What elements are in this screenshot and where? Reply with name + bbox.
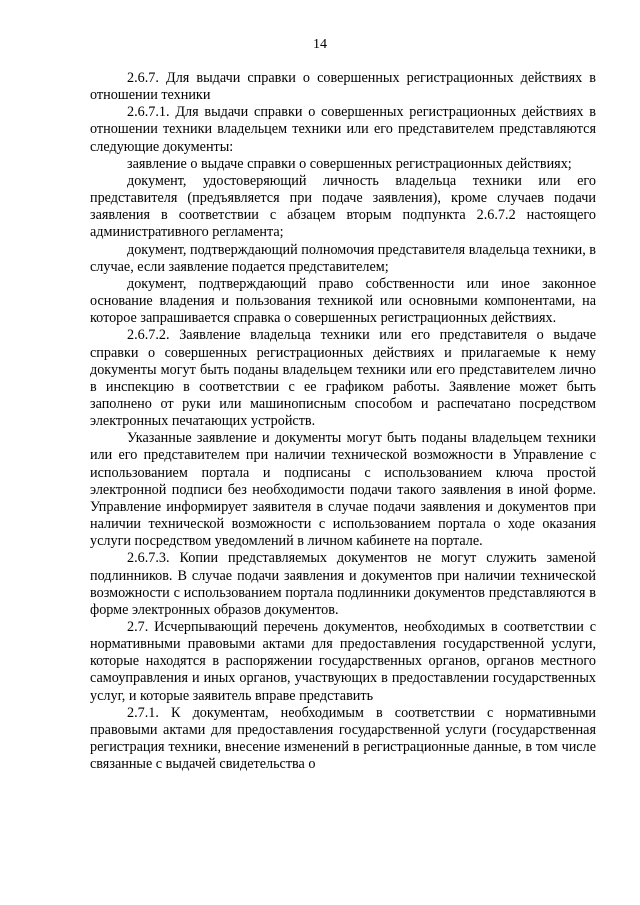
document-body: [90, 70, 596, 773]
paragraph-2-6-7-3: 2.6.7.3. Копии представляемых документов не могут служить заменой подлинников. В случае подачи заявления и документов при наличии технической возможности с использованием портала подлинники документов представляются в форме электронных образов документов.: [90, 550, 596, 618]
paragraph-2-7: 2.7. Исчерпывающий перечень документов, необходимых в соответствии с нормативными правовыми актами для предоставления государственной услуги, которые находятся в распоряжении государственных органов, органов местного самоуправления и иных органов, участвующих в предоставлении государственных услуг, и которые заявитель вправе представить: [90, 619, 596, 704]
paragraph-2-6-7-2: 2.6.7.2. Заявление владельца техники или его представителя о выдаче справки о совершенных регистрационных действиях и прилагаемые к нему документы могут быть поданы владельцем техники или его представителем лично в инспекцию в соответствии с ее графиком работы. Заявление может быть заполнено от руки или машинописным способом и распечатано посредством электронных печатающих устройств.: [90, 327, 596, 430]
page-number: 14: [313, 37, 327, 52]
paragraph-2-7-1: 2.7.1. К документам, необходимым в соответствии с нормативными правовыми актами для предоставления государственной услуги (государственная регистрация техники, внесение изменений в регистрационные данные, в том числе связанные с выдачей свидетельства о: [90, 704, 596, 773]
paragraph-item-application: заявление о выдаче справки о совершенных регистрационных действиях;: [127, 155, 572, 172]
paragraph-item-authority-document: документ, подтверждающий полномочия представителя владельца техники, в случае, если заявление подается представителем;: [90, 241, 596, 275]
paragraph-portal-submission: Указанные заявление и документы могут быть поданы владельцем техники или его представителем при наличии технической возможности в Управление с использованием портала и подписаны с использованием ключа простой электронной подписи без необходимости подачи такого заявления в иной форме. Управление информирует заявителя в случае подачи заявления и документов при наличии технической возможности с использованием портала о ходе оказания услуги посредством уведомлений в личном кабинете на портале.: [90, 430, 596, 550]
paragraph-item-identity-document: документ, удостоверяющий личность владельца техники или его представителя (предъявляется при подаче заявления), кроме случаев подачи заявления в соответствии с абзацем вторым подпункта 2.6.7.2 настоящего административного регламента;: [90, 172, 596, 241]
paragraph-2-6-7: 2.6.7. Для выдачи справки о совершенных регистрационных действиях в отношении техники: [90, 70, 596, 104]
paragraph-2-6-7-1: 2.6.7.1. Для выдачи справки о совершенных регистрационных действиях в отношении техники владельцем техники или его представителем представляются следующие документы:: [90, 104, 596, 155]
paragraph-item-ownership-document: документ, подтверждающий право собственности или иное законное основание владения и пользования техникой или основными компонентами, на которое запрашивается справка о совершенных регистрационных действиях.: [90, 275, 596, 327]
